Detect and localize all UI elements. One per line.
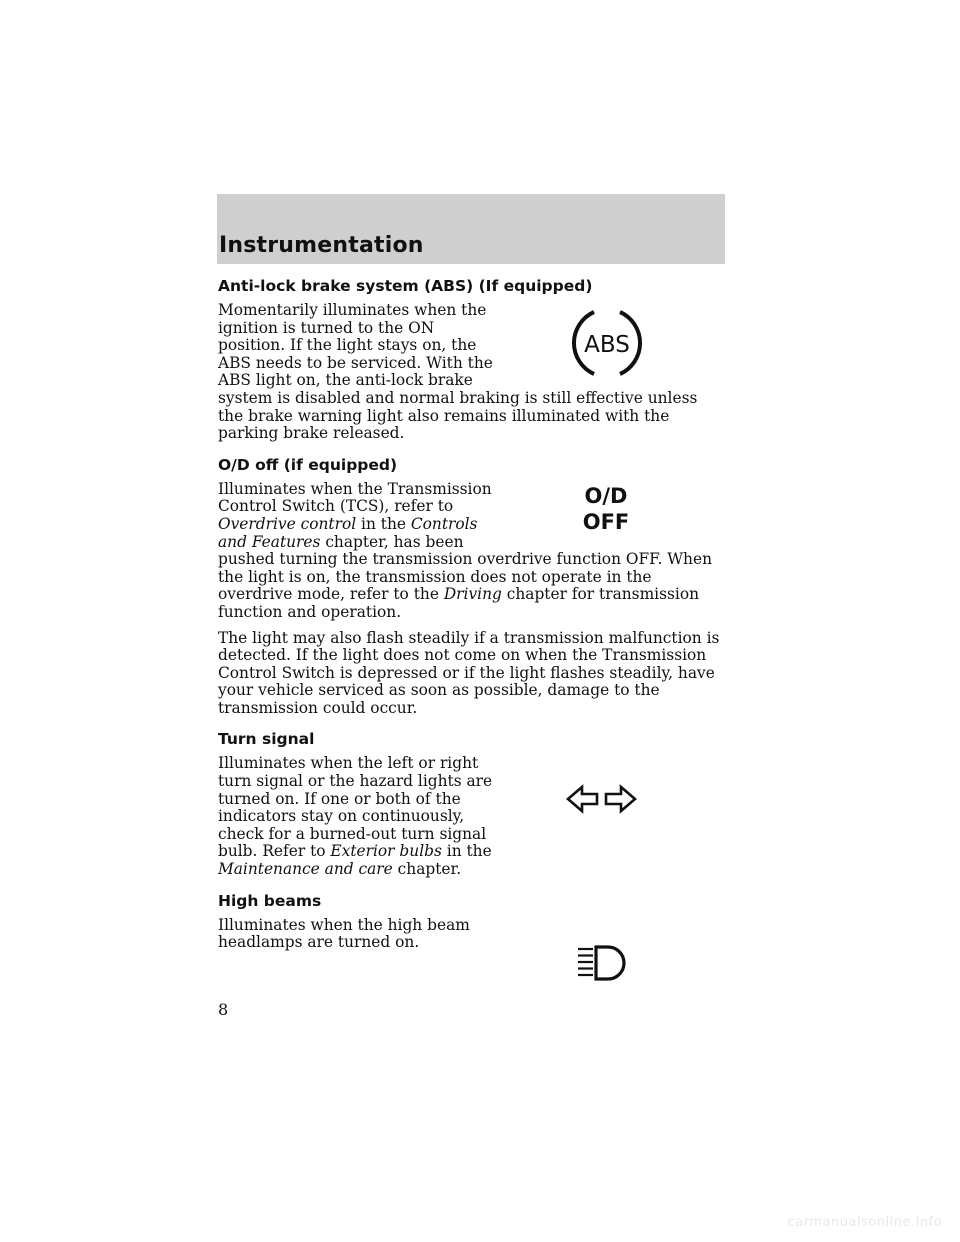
abs-paragraph: Momentarily illuminates when the ignition is turned to the ON position. If the light stays on, the ABS needs to be serviced. With the ABS light on, the anti-lock brake system is disabled and normal braking is still effective unless the brake warning light also remains illuminated with the parking brake released. (218, 301, 698, 443)
section-od-off (218, 455, 726, 718)
watermark: carmanualsonline.info (787, 1215, 942, 1230)
od-text-c: in the (356, 514, 411, 533)
od-icon-line2: OFF (582, 509, 630, 534)
overdrive-off-icon (496, 481, 726, 537)
od-text-a: Illuminates when the Transmission Control Switch (TCS), refer to (218, 479, 492, 516)
turn-text-a: Illuminates when the left or right turn signal or the hazard lights are turned on. If one or both of the indicators stay on continuously, check for a burned-out turn signal bulb. Refer to (218, 754, 493, 861)
od-icon-line1: O/D (584, 483, 628, 508)
section-high-beams (218, 891, 726, 952)
section-heading-od-off: O/D off (if equipped) (218, 455, 398, 474)
section-heading-abs: Anti-lock brake system (ABS) (If equipped) (218, 277, 593, 295)
turn-signal-arrows-icon (496, 755, 726, 847)
page-content (218, 276, 726, 997)
section-turn-signal (218, 729, 726, 878)
chapter-header (217, 194, 725, 264)
section-abs (218, 276, 726, 443)
page-number: 8 (218, 1000, 229, 1019)
abs-icon-text: ABS (584, 332, 630, 358)
od-text-g: chapter for transmission function and operation. (218, 585, 699, 621)
turn-text-e: chapter. (392, 860, 462, 879)
od-text-driving-ref: Driving (443, 585, 502, 604)
high-beams-paragraph: Illuminates when the high beam headlamps are turned on. (218, 915, 470, 952)
turn-text-maintenance-ref: Maintenance and care (218, 860, 393, 879)
high-beam-icon (496, 917, 726, 997)
od-text-overdrive-control-ref: Overdrive control (218, 514, 357, 533)
section-heading-high-beams: High beams (218, 891, 322, 910)
od-text-e: chapter, has been pushed turning the transmission overdrive function OFF. When the light is on, the transmission does not operate in the overdrive mode, refer to the (218, 532, 712, 604)
od-text-controls-chapter-ref: Controls and Features (218, 514, 478, 551)
chapter-title: Instrumentation (219, 233, 424, 258)
turn-text-c: in the (441, 842, 492, 861)
turn-text-exterior-bulbs-ref: Exterior bulbs (330, 842, 442, 861)
abs-warning-icon (496, 306, 726, 384)
section-heading-turn-signal: Turn signal (218, 730, 315, 749)
od-paragraph-2: The light may also flash steadily if a transmission malfunction is detected. If the light does not come on when the Transmission Control Switch is depressed or if the light flashes steadily, have your vehicle serviced as soon as possible, damage to the transmission could occur. (218, 628, 720, 717)
